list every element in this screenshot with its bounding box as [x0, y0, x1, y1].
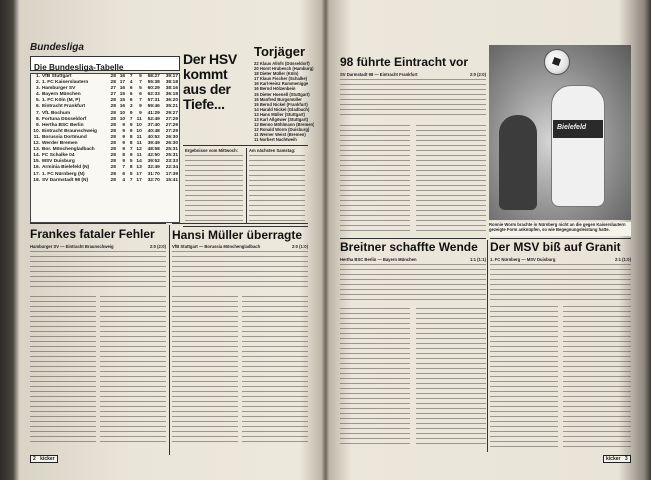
team-cell: 1. FC Kaiserslautern: [41, 80, 89, 86]
left-page-number-value: 2: [33, 456, 36, 462]
goals-cell: 40:52: [147, 134, 160, 140]
points-cell: 15:41: [165, 177, 178, 183]
hansi-headline: [172, 228, 302, 242]
goals-cell: 57:31: [147, 98, 160, 104]
breitner-col1: [340, 308, 410, 448]
scorer-item: 16 Karl-Heinz Rummenigge: [254, 81, 309, 87]
goals-cell: 31:70: [147, 171, 160, 177]
draws-cell: 7: [129, 74, 133, 79]
points-cell: 38:16: [165, 86, 178, 92]
section-title: Bundesliga: [30, 42, 84, 53]
losses-cell: 9: [139, 104, 142, 110]
goals-cell: 40:48: [147, 128, 160, 134]
msv-lineup-lines: [490, 264, 631, 300]
rank-cell: 10.: [33, 128, 40, 134]
rank-cell: 14.: [33, 153, 40, 159]
darmstadt-col1: [340, 125, 410, 235]
losses-cell: 5: [139, 86, 142, 92]
darmstadt-match-text: SV Darmstadt 98 — Eintracht Frankfurt: [340, 72, 418, 77]
player-figure-left: [499, 115, 537, 210]
photo-caption-text: Ronnie Worm brachte in Nürnberg nicht an die gegen Kaiserslautern gezeigte Form anknüpfen, so wie Begegnungsleistung hatte.: [489, 222, 626, 233]
hansi-match-text: VfB Stuttgart — Borussia Mönchengladbach: [172, 244, 261, 249]
rank-cell: 1.: [35, 74, 40, 79]
wins-cell: 9: [122, 159, 126, 165]
torjaeger-list: [254, 61, 314, 145]
right-page-number: [603, 455, 631, 463]
points-cell: 27:29: [165, 122, 178, 128]
left-page-number: [30, 455, 58, 463]
bundesliga-table: [30, 73, 180, 223]
team-cell: Arminia Bielefeld (N): [41, 165, 90, 171]
wins-cell: 8: [122, 153, 126, 159]
draws-cell: 7: [129, 177, 133, 183]
jersey-text: Bielefeld: [557, 124, 587, 131]
frankes-lineup-lines: [30, 251, 166, 289]
scorer-item: 15 Manfred Burgsmüller: [254, 96, 302, 102]
team-cell: 1. FC Köln (M, P): [41, 98, 81, 104]
team-cell: VfB Stuttgart: [41, 74, 72, 79]
table-title-text: Die Bundesliga-Tabelle: [34, 63, 124, 72]
rank-cell: 8.: [35, 116, 40, 122]
breitner-match-text: Hertha BSC Berlin — Bayern München: [340, 257, 417, 262]
draws-cell: 5: [129, 171, 133, 177]
draws-cell: 9: [129, 153, 133, 159]
football-icon: [544, 49, 570, 75]
games-cell: 28: [110, 134, 116, 140]
losses-cell: 11: [136, 116, 142, 122]
scorer-item: 11 Norbert Nachtweih: [254, 137, 297, 143]
points-cell: 36:18: [165, 92, 178, 98]
games-cell: 28: [110, 147, 116, 153]
losses-cell: 10: [136, 122, 142, 128]
draws-cell: 6: [129, 98, 133, 104]
rank-cell: 13.: [33, 147, 40, 153]
wins-cell: 4: [122, 177, 126, 183]
msv-match-text: 1. FC Nürnberg — MSV Duisburg: [490, 257, 556, 262]
losses-cell: 6: [139, 92, 142, 98]
games-cell: 28: [110, 177, 116, 183]
results-title: Ergebnisse vom Mittwoch:: [185, 148, 239, 153]
goals-cell: 41:29: [147, 110, 160, 116]
wins-cell: 15: [119, 92, 126, 98]
torjaeger-title: [254, 44, 305, 59]
scorer-item: 15 Dieter Hoeneß (Stuttgart): [254, 91, 310, 97]
draws-cell: 6: [129, 86, 133, 92]
goals-cell: 32:70: [147, 177, 160, 183]
right-page: [338, 0, 634, 480]
draws-cell: 9: [129, 122, 133, 128]
msv-score: 2:1 (1:0): [614, 257, 631, 262]
team-cell: Hertha BSC Berlin: [41, 122, 84, 128]
goals-cell: 62:33: [147, 92, 160, 98]
results-box: [183, 145, 308, 227]
hsv-headline-text: Der HSV kommt aus der Tiefe...: [183, 51, 237, 112]
wins-cell: 9: [122, 128, 126, 134]
goals-cell: 58:27: [147, 74, 160, 79]
scorer-item: 17 Klaus Fischer (Schalke): [254, 76, 308, 82]
darmstadt-lineup-lines: [340, 79, 486, 119]
wins-cell: 10: [119, 116, 126, 122]
losses-cell: 10: [136, 128, 142, 134]
team-cell: Hamburger SV: [41, 86, 76, 92]
points-cell: 17:39: [165, 171, 178, 177]
team-cell: 1. FC Nürnberg (N): [41, 171, 85, 177]
wins-cell: 6: [122, 171, 126, 177]
draws-cell: 8: [129, 141, 133, 147]
wins-cell: 16: [119, 104, 126, 110]
losses-cell: 17: [136, 171, 142, 177]
hansi-col2: [242, 296, 308, 446]
rank-cell: 15.: [33, 159, 40, 165]
points-cell: 29:27: [165, 110, 178, 116]
darmstadt-match: [340, 72, 486, 77]
games-cell: 28: [110, 128, 116, 134]
frankes-match: [30, 244, 166, 249]
rank-cell: 11.: [33, 134, 40, 140]
losses-cell: 13: [136, 165, 142, 171]
breitner-headline: [340, 240, 478, 254]
scorer-item: 20 Horst Hrubesch (Hamburg): [254, 66, 314, 72]
games-cell: 28: [110, 116, 116, 122]
losses-cell: 11: [136, 141, 142, 147]
points-cell: 25:31: [165, 147, 178, 153]
hansi-lineup-lines: [172, 251, 308, 289]
msv-headline-text: Der MSV biß auf Granit: [490, 240, 621, 254]
draws-cell: 4: [129, 80, 133, 86]
games-cell: 28: [110, 80, 116, 86]
losses-cell: 11: [136, 153, 142, 159]
team-cell: Fortuna Düsseldorf: [41, 116, 87, 122]
games-cell: 28: [110, 98, 116, 104]
frankes-col1: [30, 296, 96, 446]
league-table: [31, 74, 179, 184]
hansi-score: 2:0 (1:0): [291, 244, 308, 249]
games-cell: 28: [110, 74, 116, 79]
team-cell: Borussia Dortmund: [41, 134, 87, 140]
games-cell: 28: [110, 153, 116, 159]
hsv-headline: [183, 52, 251, 112]
wins-cell: 10: [119, 110, 126, 116]
results-lines: [185, 155, 243, 223]
next-lines: [249, 155, 305, 223]
darmstadt-score: 2:0 (2:0): [469, 72, 486, 77]
scorer-item: 12 Benno Möhlmann (Bremen): [254, 122, 314, 128]
losses-cell: 9: [139, 110, 142, 116]
hansi-headline-text: Hansi Müller überragte: [172, 228, 303, 242]
rank-cell: 2.: [35, 80, 40, 86]
team-cell: Eintracht Braunschweig: [41, 128, 97, 134]
msv-col1: [490, 306, 558, 448]
torjaeger-title-text: Torjäger: [254, 44, 306, 59]
table-title: [30, 56, 180, 71]
goals-cell: 60:29: [147, 86, 160, 92]
draws-cell: 7: [129, 116, 133, 122]
breitner-match: [340, 257, 486, 262]
scorer-item: 13 Hans Müller (Stuttgart): [254, 111, 305, 117]
scorer-item: 14 Harald Nickel (Gladbach): [254, 106, 310, 112]
points-cell: 35:21: [165, 104, 178, 110]
scorer-item: 15 Bernd Nickel (Frankfurt): [254, 101, 308, 107]
msv-match: [490, 257, 631, 262]
frankes-match-text: Hamburger SV — Eintracht Braunschweig: [30, 244, 114, 249]
draws-cell: 8: [129, 165, 133, 171]
games-cell: 27: [110, 86, 116, 92]
losses-cell: 7: [139, 98, 142, 104]
team-cell: MSV Duisburg: [41, 159, 75, 165]
goals-cell: 52:49: [147, 116, 160, 122]
rank-cell: 17.: [33, 171, 40, 177]
points-cell: 25:31: [165, 153, 178, 159]
rank-cell: 18.: [33, 177, 40, 183]
losses-cell: 5: [139, 74, 142, 79]
match-photo: [489, 45, 631, 220]
draws-cell: 5: [129, 159, 133, 165]
draws-cell: 6: [129, 92, 133, 98]
goals-cell: 55:38: [147, 80, 160, 86]
draws-cell: 8: [129, 134, 133, 140]
breitner-score: 1:1 (1:1): [469, 257, 486, 262]
games-cell: 28: [110, 171, 116, 177]
scorer-item: 22 Klaus Allofs (Düsseldorf): [254, 61, 310, 66]
wins-cell: 15: [119, 98, 126, 104]
points-cell: 27:29: [165, 116, 178, 122]
games-cell: 28: [110, 165, 116, 171]
losses-cell: 12: [136, 147, 142, 153]
draws-cell: 7: [129, 147, 133, 153]
team-cell: Bor. Mönchengladbach: [41, 147, 95, 153]
rank-cell: 3.: [35, 86, 40, 92]
points-cell: 38:18: [165, 80, 178, 86]
losses-cell: 7: [139, 80, 142, 86]
team-cell: Werder Bremen: [41, 141, 78, 147]
frankes-headline-text: Frankes fataler Fehler: [30, 227, 155, 241]
goals-cell: 39:52: [147, 159, 160, 165]
rank-cell: 6.: [35, 104, 40, 110]
frankes-score: 2:0 (2:0): [149, 244, 166, 249]
draws-cell: 3: [129, 104, 133, 110]
goals-cell: 32:49: [147, 165, 160, 171]
games-cell: 28: [110, 104, 116, 110]
team-cell: Bayern München: [41, 92, 81, 98]
player-figure-right: [551, 85, 605, 207]
goals-cell: 39:49: [147, 141, 160, 147]
goals-cell: 42:50: [147, 153, 160, 159]
hansi-match: [172, 244, 308, 249]
games-cell: 28: [110, 141, 116, 147]
wins-cell: 17: [119, 80, 126, 86]
scorer-item: 16 Bernd Hölzenbein: [254, 86, 296, 92]
wins-cell: 9: [122, 147, 126, 153]
team-cell: SV Darmstadt 98 (N): [41, 177, 89, 183]
msv-col2: [563, 306, 631, 448]
points-cell: 39:17: [165, 74, 178, 79]
wins-cell: 9: [122, 134, 126, 140]
left-magazine-name: kicker: [40, 456, 55, 462]
team-cell: VfL Bochum: [41, 110, 71, 116]
breitner-headline-text: Breitner schaffte Wende: [340, 240, 478, 254]
games-cell: 27: [110, 92, 116, 98]
wins-cell: 9: [122, 141, 126, 147]
scorer-item: 12 Ronald Worm (Duisburg): [254, 127, 310, 133]
darmstadt-headline: [340, 55, 468, 69]
scorer-item: 13 Karl Allgöwer (Stuttgart): [254, 117, 309, 123]
points-cell: 26:30: [165, 141, 178, 147]
rank-cell: 16.: [33, 165, 40, 171]
rank-cell: 12.: [33, 141, 40, 147]
next-title: Am nächsten Samstag:: [249, 148, 296, 153]
wins-cell: 16: [119, 86, 126, 92]
losses-cell: 14: [136, 159, 142, 165]
rank-cell: 9.: [35, 122, 40, 128]
team-cell: FC Schalke 04: [41, 153, 75, 159]
goals-cell: 59:46: [147, 104, 160, 110]
breitner-lineup-lines: [340, 264, 486, 302]
scorer-item: 11 Werner Weist (Bremen): [254, 132, 306, 138]
losses-cell: 17: [136, 177, 142, 183]
points-cell: 27:29: [165, 128, 178, 134]
msv-headline: [490, 240, 621, 254]
draws-cell: 9: [129, 128, 133, 134]
scorer-item: 18 Dieter Müller (Köln): [254, 71, 299, 77]
losses-cell: 11: [136, 134, 142, 140]
breitner-col2: [416, 308, 486, 448]
darmstadt-headline-text: 98 führte Eintracht vor: [340, 55, 469, 69]
table-row: [31, 178, 179, 184]
goals-cell: 37:40: [147, 122, 160, 128]
rank-cell: 7.: [35, 110, 40, 116]
frankes-headline: [30, 227, 155, 241]
wins-cell: 9: [122, 122, 126, 128]
rank-cell: 4.: [35, 92, 40, 98]
hansi-col1: [172, 296, 238, 446]
points-cell: 36:20: [165, 98, 178, 104]
wins-cell: 7: [122, 165, 126, 171]
left-page: [22, 0, 312, 480]
games-cell: 28: [110, 110, 116, 116]
points-cell: 22:34: [165, 165, 178, 171]
frankes-col2: [100, 296, 166, 446]
darmstadt-col2: [416, 125, 486, 235]
games-cell: 28: [110, 122, 116, 128]
goals-cell: 48:58: [147, 147, 160, 153]
games-cell: 28: [110, 159, 116, 165]
team-cell: Eintracht Frankfurt: [41, 104, 86, 110]
rank-cell: 5.: [35, 98, 40, 104]
draws-cell: 9: [129, 110, 133, 116]
points-cell: 23:33: [165, 159, 178, 165]
photo-caption: [489, 222, 631, 236]
points-cell: 26:30: [165, 134, 178, 140]
right-page-number-value: 3: [624, 456, 628, 462]
right-magazine-name: kicker: [606, 456, 621, 462]
wins-cell: 16: [119, 74, 126, 79]
